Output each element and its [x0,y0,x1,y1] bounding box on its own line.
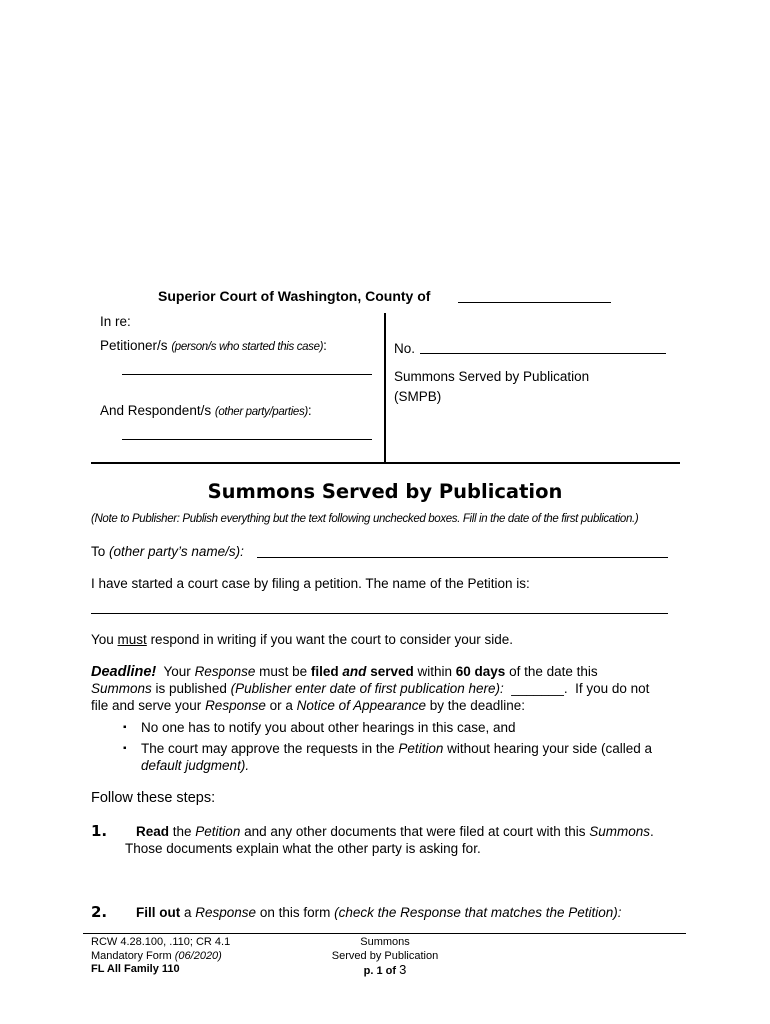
petitioner-label: Petitioner/s (person/s who started this case): [100,338,327,353]
bullet-item-1: No one has to notify you about other hearings in this case, and [141,720,516,735]
respondent-label: And Respondent/s (other party/parties): [100,403,312,418]
respondent-note: (other party/parties) [214,406,308,418]
bullet-marker: ▪ [123,722,127,733]
respondent-name-line[interactable] [122,439,372,440]
in-re-label: In re: [100,314,131,329]
caption-bottom-rule [91,462,680,464]
to-note: (other party’s name/s): [109,544,244,559]
footer-rule [83,933,686,934]
step-1-line2: Those documents explain what the other party is asking for. [125,841,481,856]
deadline-line3: file and serve your Response or a Notice of Appearance by the deadline: [91,698,526,713]
caption-divider [384,313,386,463]
must-respond-text: You must respond in writing if you want the court to consider your side. [91,632,513,647]
bullet-marker: ▪ [123,743,127,754]
deadline-line1: Deadline! Your Response must be filed and served within 60 days of the date this [91,664,598,680]
petitioner-note: (person/s who started this case) [171,341,324,353]
court-heading [158,288,430,304]
bullet-item-2: The court may approve the requests in the Petition without hearing your side (called a [141,741,653,756]
to-name-line[interactable] [257,557,668,558]
footer-rcw: RCW 4.28.100, .110; CR 4.1 [91,936,231,948]
petition-name-line[interactable] [91,613,668,614]
footer-center [300,936,470,979]
footer-mandatory: Mandatory Form (06/2020) [91,949,222,962]
footer-doc-title-1: Summons [360,936,410,948]
footer-form-id: FL All Family 110 [91,963,180,975]
started-case-text: I have started a court case by filing a petition. The name of the Petition is: [91,576,530,591]
step-2-text: Fill out a Response on this form (check the Response that matches the Petition): [136,905,622,920]
doc-name-line2: (SMPB) [394,389,442,404]
footer-left [91,936,230,977]
follow-steps-heading: Follow these steps: [91,790,216,806]
doc-name-line1: Summons Served by Publication [394,369,590,384]
bullet-item-2-cont: default judgment). [141,758,250,773]
case-number-line[interactable] [420,353,666,354]
footer-page-number: p. 1 of 3 [363,962,407,977]
county-field-line[interactable] [458,302,611,303]
page-title: Summons Served by Publication [207,480,563,503]
deadline-label: Deadline! [91,664,157,680]
step-2-number: 2. [91,903,108,921]
step-1-number: 1. [91,822,108,840]
court-name: Superior Court of Washington, County of [158,288,431,304]
deadline-line2: Summons is published (Publisher enter date of first publication here): _______. If you do not [91,681,650,696]
step-1-text: Read the Petition and any other documents that were filed at court with this Summons. [136,824,654,839]
footer-doc-title-2: Served by Publication [331,949,439,962]
publisher-date-note: (Publisher enter date of first publication here): [230,681,504,696]
petitioner-name-line[interactable] [122,374,372,375]
to-label: To (other party’s name/s): [91,544,244,559]
must-word: must [117,632,147,647]
publisher-note: (Note to Publisher: Publish everything but the text following unchecked boxes. Fill in the date of the first publication.) [91,513,639,525]
case-number-label: No. [394,341,416,356]
publication-date-blank[interactable]: _______ [511,681,564,696]
